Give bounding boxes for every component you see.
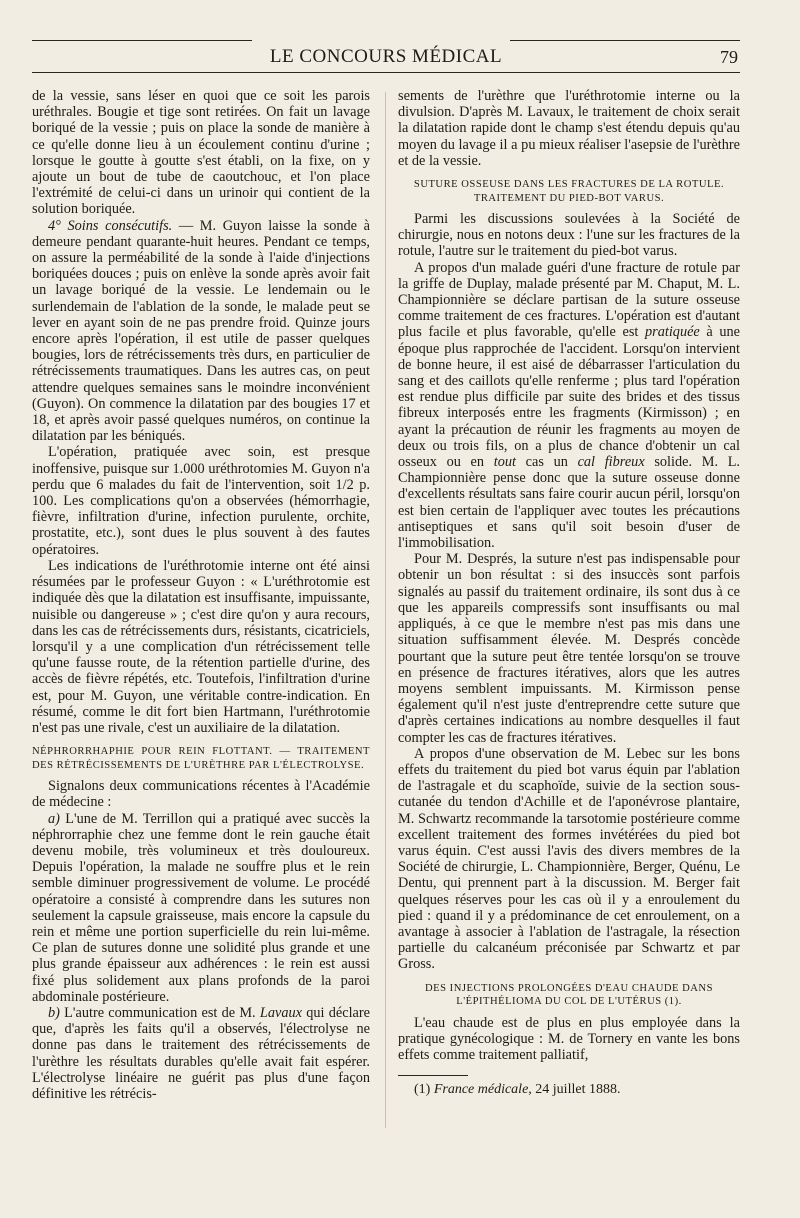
list-marker: a) [48, 810, 60, 827]
top-ornament-rule [32, 40, 252, 41]
paragraph: a) L'une de M. Terrillon qui a pratiqué avec succès la néphrorraphie chez une femme dont le rein gauche était devenu mobile, très volumineux et très douloureux. Depuis l'opération, la malade ne souffre plus et le rein semble diminuer progressivement de volume. Le procédé opératoire a consisté à comprendre dans les sutures non seulement la capsule graisseuse, mais encore la capsule du rein et même une portion superficielle du rein lui-même. Ce plan de sutures donne une solidité plus grande et une plus grande épaisseur aux adhérences : le rein est aussi fixé plus solidement aux plans profonds de la paroi abdominale postérieure. [32, 810, 370, 1005]
section-heading: DES INJECTIONS PROLONGÉES D'EAU CHAUDE DANS L'ÉPITHÉLIOMA DU COL DE L'UTÉRUS (1). [425, 982, 713, 1008]
page-number: 79 [720, 47, 738, 67]
paragraph: Signalons deux communications récentes à l'Académie de médecine : [32, 778, 370, 811]
footnote-source: France médicale [433, 1082, 529, 1098]
paragraph: Pour M. Després, la suture n'est pas indispensable pour obtenir un bon résultat : si des insuccès sont parfois signalés au passif du traitement ordinaire, ils sont dus à ce que les appareils compressifs sont insuffisants ou mal appliqués, à ce que le membre n'est pas mis dans une situation suffisamment élevée. M. Després concède pourtant que la suture peut être tentée lorsqu'on se trouve en présence de fractures itératives, alors que les autres moyens semblent impuissants. M. Kirmisson pense également qu'il n'est juste d'entreprendre cette suture que d'après certaines indications au nombre desquelles il faut compter les cas de fractures itératives. [398, 551, 740, 746]
paragraph: A propos d'une observation de M. Lebec sur les bons effets du traitement du pied bot varus équin par l'ablation de l'astragale et du scaphoïde, suivie de la section sous-cutanée du tendon d'Achille et de l'aponévrose plantaire, M. Schwartz recommande la tarsotomie postérieure comme excellent traitement des formes invétérées du pied bot varus équin. C'est aussi l'avis des divers membres de la Société de chirurgie, L. Championnière, Berger, Quénu, Le Dentu, qui prennent part à la discussion. M. Berger fait quelques réserves pour les cas où il y a enroulement du pied : quand il y a prédominance de cet enroulement, on a avantage à associer à l'ablation de l'astragale, la résection partielle du calcanéum préconisée par Schwartz et par Gross. [398, 745, 740, 973]
paragraph: Les indications de l'uréthrotomie interne ont été ainsi résumées par le professeur Guyon : « L'uréthrotomie est indiquée dès que la dilatation est insuffisante, impuissante, nuisible ou dangereuse » ; c'est dire qu'on y aura recours, dans les cas de rétrécissements durs, résistants, cicatriciels, lorsqu'il y a une complication d'un rétrécissement telle qu'une fausse route, de la rétention partielle d'urine, des accès de fièvre répétés, etc. Toutefois, l'infiltration d'urine est, pour M. Guyon, une véritable contre-indication. En résumé, comme le dit fort bien Hartmann, l'uréthrotomie n'est pas une rivale, c'est un auxiliaire de la dilatation. [32, 557, 370, 736]
footnote-divider [398, 1075, 468, 1076]
paragraph: L'eau chaude est de plus en plus employée dans la pratique gynécologique : M. de Tornery en vante les bons effets comme traitement palliatif, [398, 1014, 740, 1063]
subheading-inline: 4° Soins consécutifs. [48, 217, 173, 234]
footnote-reference: (1). [661, 996, 682, 1008]
paragraph: sements de l'urèthre que l'uréthrotomie interne ou la divulsion. D'après M. Lavaux, le traitement de choix serait la dilatation rapide dont le champ s'est étendu depuis qu'au moyen du lavage il a pu mieux réaliser l'asepsie de l'urèthre et de la vessie. [398, 88, 740, 169]
running-title: LE CONCOURS MÉDICAL [269, 46, 503, 67]
paragraph: A propos d'un malade guéri d'une fracture de rotule par la griffe de Duplay, malade présenté par M. Chaput, M. L. Championnière se déclare partisan de la suture osseuse comme traitement de ces fractures. L'opération est d'autant plus facile et plus favorable, qu'elle est pratiquée à une époque plus rapprochée de l'accident. Lorsqu'on intervient de bonne heure, il est aisé de débarrasser l'articulation du sang et des caillots qu'elle renferme ; plus tard l'opération est rendue plus difficile par suite des brides et des tissus fibreux interposés entre les fragments (Kirmisson) ; en ayant la précaution de réunir les fragments au moyen de deux ou trois fils, on a plus de chance d'obtenir un cal osseux ou en tout cas un cal fibreux solide. M. L. Championnière pense donc que la suture osseuse donne d'excellents résultats sans faire courir aucun péril, lorsqu'on est bien certain de l'appliquer avec toutes les précautions antiseptiques et sans qu'il soit besoin d'user de l'immobilisation. [398, 259, 741, 552]
section-heading: SUTURE OSSEUSE DANS LES FRACTURES DE LA ROTULE. TRAITEMENT DU PIED-BOT VARUS. [413, 179, 725, 204]
right-column [398, 88, 740, 1098]
paragraph: b) L'autre communication est de M. Lavaux qui déclare que, d'après les faits qu'il a observés, l'électrolyse ne donne pas dans le traitement des rétrécissements de l'urèthre les résultats durables qu'elle avait fait espérer. L'électrolyse linéaire ne guérit pas plus d'une façon définitive les rétrécis- [32, 1004, 370, 1102]
left-column [32, 88, 370, 1102]
list-marker: b) [48, 1004, 60, 1021]
top-ornament-rule-right [510, 40, 740, 41]
author-name: Lavaux [259, 1004, 302, 1021]
page-header [32, 46, 740, 73]
paragraph: de la vessie, sans léser en quoi que ce soit les parois uréthrales. Bougie et tige sont retirées. On fait un lavage boriqué de la vessie ; puis on place la sonde de manière à ce qu'elle donne lieu à un écoulement continu d'urine ; lorsque le goutte à goutte s'est établi, on la fixe, on y ajoute un bout de tube de caoutchouc, et l'on place l'extrémité de celui-ci dans un urinoir qui contient de la solution boriquée. [32, 88, 370, 218]
section-heading: NÉPHRORRHAPHIE POUR REIN FLOTTANT. — TRAITEMENT DES RÉTRÉCISSEMENTS DE L'URÈTHRE PAR L'ÉLECTROLYSE. [32, 746, 370, 771]
column-divider [385, 92, 386, 1128]
paragraph: Parmi les discussions soulevées à la Société de chirurgie, nous en notons deux : l'une sur les fractures de la rotule, l'autre sur le traitement du pied-bot varus. [398, 211, 740, 260]
footnote: (1) France médicale, 24 juillet 1888. [414, 1082, 621, 1098]
paragraph: L'opération, pratiquée avec soin, est presque inoffensive, puisque sur 1.000 uréthrotomies M. Guyon n'a perdu que 6 malades du fait de l'intervention, soit 1/2 p. 100. Les complications qu'on a observées (hémorrhagie, fièvre, infiltration d'urine, infection purulente, orchite, prostatite, etc.), sont dues le plus souvent à des fautes opératoires. [32, 444, 370, 558]
paragraph: 4° Soins consécutifs. — M. Guyon laisse la sonde à demeure pendant quarante-huit heures. Pendant ce temps, on assure la perméabilité de la sonde à l'aide d'injections boriquées douces ; puis on enlève la sonde après avoir fait un lavage boriqué de la vessie. Le lendemain ou le surlendemain de l'ablation de la sonde, le malade peut se lever en ayant soin de ne pas prendre froid. Quinze jours encore après l'opération, il est utile de passer quelques bougies, lors de rétrécissements très durs, en particulier de rétrécissements traumatiques. Dans les autres cas, on peut attendre quelques semaines sans le moindre inconvénient (Guyon). On commence la dilatation par des bougies 17 et 18, et après avoir passé quelques numéros, on continue la dilatation par les béniqués. [32, 217, 370, 445]
